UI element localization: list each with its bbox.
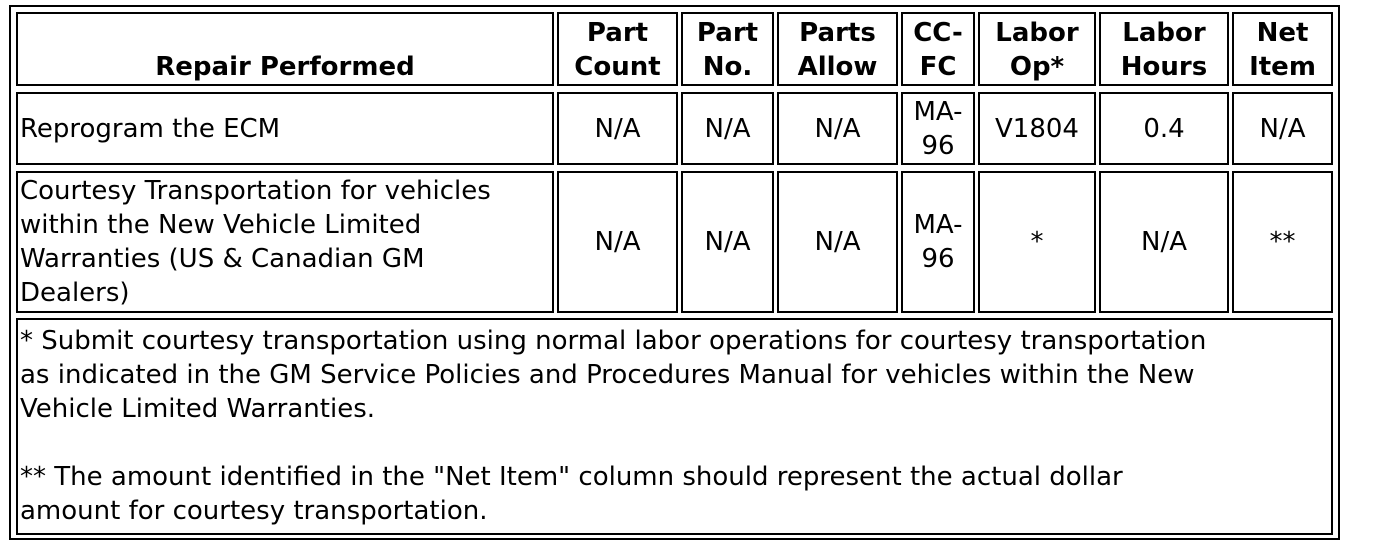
row-2-part-count-value: N/A [594,227,641,257]
row-1-part-no-value: N/A [704,113,751,144]
table-row-2-labor-op [978,171,1096,313]
header-net-item [1232,12,1333,86]
row-2-labor-op-value: * [1030,227,1044,257]
footnote-2-line2: amount for courtesy transportation. [20,496,488,526]
header-part-no-line2: No. [702,52,753,82]
header-labor-hours-line2: Hours [1120,52,1208,82]
header-net-item-line2: Item [1249,52,1316,82]
header-cc-fc-line2: FC [919,52,957,82]
table-row-1-labor-op [978,92,1096,165]
table-row-1-cc-fc [901,92,975,165]
row-2-repair-line3: Warranties (US & Canadian GM [20,244,425,274]
row-2-labor-hours-value: N/A [1141,227,1187,257]
header-labor-hours [1099,12,1229,86]
header-labor-op-line1: Labor [995,18,1079,48]
row-2-repair-line1: Courtesy Transportation for vehicles [20,176,491,206]
table-row-1-net-item [1232,92,1333,165]
header-net-item-line1: Net [1256,18,1309,48]
table-row-1-labor-hours [1099,92,1229,165]
table-row-2-net-item [1232,171,1333,313]
row-2-net-item-value: ** [1269,227,1296,257]
row-2-repair-line4: Dealers) [20,278,130,308]
header-parts-allow [777,12,898,86]
header-parts-allow-line2: Allow [797,52,878,82]
table-row-2-repair [16,171,554,313]
header-repair-performed-label: Repair Performed [155,52,415,82]
row-1-part-count-value: N/A [594,113,641,144]
table-row-2-parts-allow [777,171,898,313]
footnotes [16,318,1333,535]
header-repair-performed [16,12,554,86]
table-row-1-parts-allow [777,92,898,165]
header-part-count-line2: Count [574,52,661,82]
table-row-1-part-count [557,92,678,165]
row-1-cc-fc-line2: 96 [921,130,955,161]
header-cc-fc-line1: CC- [913,18,963,48]
row-2-repair-line2: within the New Vehicle Limited [20,210,422,240]
header-labor-hours-line1: Labor [1122,18,1206,48]
row-1-repair-line1: Reprogram the ECM [20,113,281,144]
table-row-2-labor-hours [1099,171,1229,313]
table-row-2-cc-fc [901,171,975,313]
header-labor-op-line2: Op* [1009,52,1065,82]
row-1-parts-allow-value: N/A [814,113,861,144]
table-row-1-repair [16,92,554,165]
row-1-net-item-value: N/A [1259,113,1306,144]
row-2-parts-allow-value: N/A [814,227,861,257]
footnote-labor-op [20,324,1331,426]
row-2-cc-fc-line2: 96 [921,244,955,274]
row-2-part-no-value: N/A [704,227,751,257]
footnote-net-item [20,460,1331,528]
row-1-cc-fc-line1: MA- [913,96,963,127]
header-cc-fc [901,12,975,86]
table-row-1-part-no [681,92,774,165]
table-row-2-part-no [681,171,774,313]
header-part-no [681,12,774,86]
footnote-1-line2: as indicated in the GM Service Policies and Procedures Manual for vehicles within the New [20,360,1195,390]
row-1-labor-hours-value: 0.4 [1143,113,1185,144]
footnote-1-line3: Vehicle Limited Warranties. [20,394,375,424]
header-parts-allow-line1: Parts [799,18,876,48]
header-labor-op [978,12,1096,86]
header-part-no-line1: Part [696,18,759,48]
footnote-1-line1: * Submit courtesy transportation using normal labor operations for courtesy transportation [20,326,1207,356]
header-part-count-line1: Part [586,18,649,48]
row-1-labor-op-value: V1804 [995,113,1079,144]
row-2-cc-fc-line1: MA- [913,210,963,240]
footnote-2-line1: ** The amount identified in the "Net Item" column should represent the actual dollar [20,462,1123,492]
table-row-2-part-count [557,171,678,313]
header-part-count [557,12,678,86]
